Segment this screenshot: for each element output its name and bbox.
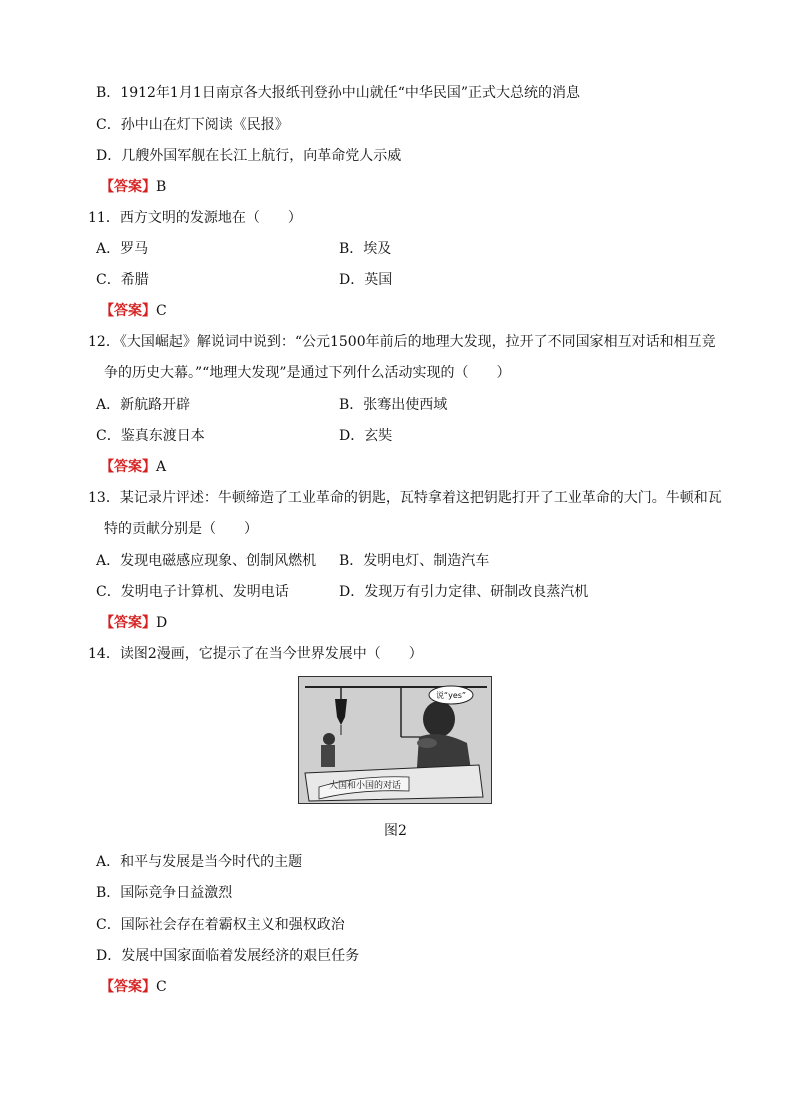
q14-stem: 14．读图2漫画，它提示了在当今世界发展中（ ） (88, 646, 423, 662)
q14-option-c: C．国际社会存在着霸权主义和强权政治 (96, 917, 345, 933)
answer-value: C (156, 303, 167, 319)
q13-stem-line1: 13．某记录片评述：牛顿缔造了工业革命的钥匙，瓦特拿着这把钥匙打开了工业革命的大门。牛顿和瓦 (88, 490, 722, 506)
q12-stem-line2: 争的历史大幕。”“地理大发现”是通过下列什么活动实现的（ ） (104, 365, 511, 381)
answer-value: B (156, 179, 167, 195)
q10-answer (100, 178, 166, 196)
q11-option-d: D．英国 (339, 272, 393, 288)
q13-option-a: A．发现电磁感应现象、创制风燃机 (96, 553, 317, 569)
answer-value: C (156, 979, 167, 995)
answer-value: D (156, 615, 168, 631)
q11-option-c: C．希腊 (96, 272, 149, 288)
q14-option-b: B．国际竞争日益激烈 (96, 885, 233, 901)
q14-option-a: A．和平与发展是当今时代的主题 (96, 854, 303, 870)
answer-tag: 【答案】 (100, 615, 156, 631)
answer-tag: 【答案】 (100, 459, 156, 475)
q12-option-a: A．新航路开辟 (96, 397, 191, 413)
q13-stem-line2: 特的贡献分别是（ ） (104, 521, 258, 537)
cartoon-figure (298, 676, 492, 804)
q12-option-d: D．玄奘 (339, 428, 393, 444)
answer-tag: 【答案】 (100, 979, 156, 995)
q10-option-c: C．孙中山在灯下阅读《民报》 (96, 117, 289, 133)
q12-answer (100, 458, 166, 476)
cartoon-illustration (299, 677, 492, 804)
q13-option-b: B．发明电灯、制造汽车 (339, 553, 490, 569)
q13-option-c: C．发明电子计算机、发明电话 (96, 584, 289, 600)
q14-option-d: D．发展中国家面临着发展经济的艰巨任务 (96, 948, 360, 964)
q12-option-b: B．张骞出使西域 (339, 397, 448, 413)
answer-tag: 【答案】 (100, 303, 156, 319)
q13-answer (100, 614, 167, 632)
q10-option-b: B．1912年1月1日南京各大报纸刊登孙中山就任“中华民国”正式大总统的消息 (96, 85, 581, 101)
figure-caption: 图2 (384, 823, 407, 839)
cartoon-table-text: 大国和小国的对话 (328, 781, 402, 791)
answer-tag: 【答案】 (100, 179, 156, 195)
q12-stem-line1: 12．《大国崛起》解说词中说到：“公元1500年前后的地理大发现，拉开了不同国家相互对话和相互竞 (88, 334, 716, 350)
q11-stem: 11．西方文明的发源地在（ ） (88, 210, 302, 226)
q11-option-b: B．埃及 (339, 241, 392, 257)
q11-answer (100, 302, 167, 320)
q13-option-d: D．发现万有引力定律、研制改良蒸汽机 (339, 584, 589, 600)
q10-option-d: D．几艘外国军舰在长江上航行，向革命党人示威 (96, 148, 402, 164)
cartoon-bubble-text: 说“yes” (435, 691, 467, 700)
q11-option-a: A．罗马 (96, 241, 149, 257)
q14-answer (100, 978, 167, 996)
answer-value: A (156, 459, 167, 475)
q12-option-c: C．鉴真东渡日本 (96, 428, 205, 444)
